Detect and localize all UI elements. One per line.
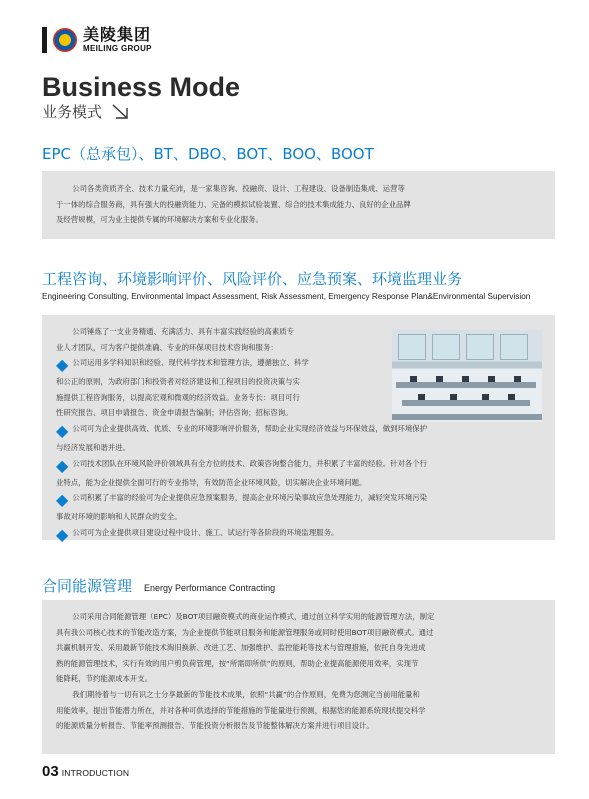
energy-para-line: 公司采用合同能源管理（EPC）及BOT项目融资模式的商业运作模式，通过创立科学实用的能源管理方法，制定	[72, 612, 435, 621]
consulting-bullet	[56, 525, 541, 544]
photo-monitor	[514, 376, 521, 382]
energy-para-line: 的能源质量分析报告、节能率预测报告、节能投资分析报告及节能整体解决方案并进行项目设计。	[56, 721, 374, 731]
section-epc-title: EPC（总承包）、BT、DBO、BOT、BOO、BOOT	[42, 145, 374, 163]
office-photo	[392, 330, 542, 422]
consulting-bullet-line: 和公正的原则，为政府部门和投资者对经济建设和工程项目的投资决策与实	[56, 377, 300, 387]
energy-para-line: 能降耗，节约能源成本开支。	[56, 674, 153, 684]
section-consulting-title: 工程咨询、环境影响评价、风险评价、应急预案、环境监理业务	[42, 270, 463, 288]
consulting-bullet	[56, 456, 541, 475]
consulting-bullet-line: 事故对环境的影响和人民群众的安全。	[56, 512, 182, 522]
logo-bar	[42, 27, 47, 53]
company-logo	[42, 26, 152, 54]
photo-window	[466, 334, 494, 360]
energy-para-line: 具有我公司核心技术的节能改造方案，为企业提供节能项目服务和能源管理服务或同时使用BOT项目融资模式。通过	[56, 627, 434, 637]
section-energy-title-en: Energy Performance Contracting	[144, 583, 276, 593]
photo-monitor	[450, 394, 457, 400]
consulting-bullet-line: 公司积累了丰富的经验可为企业提供应急预案服务，提高企业环境污染事故应急处理能力，减轻突发环境污染	[72, 493, 428, 503]
consulting-bullet-line: 业特点，能为企业提供全面可行的专业指导，有效防范企业环境风险，切实解决企业环境问题。	[56, 477, 367, 487]
photo-monitor	[508, 394, 515, 400]
consulting-bullet-line: 公司可为企业提供高效、优质、专业的环境影响评价服务，帮助企业实现经济效益与环保效益，做到环境保护	[72, 423, 428, 433]
diamond-bullet-icon: ◆	[56, 455, 69, 475]
consulting-bullet-line: 与经济发展和谐并进。	[56, 442, 130, 452]
photo-window	[432, 334, 460, 360]
diamond-bullet-icon: ◆	[56, 490, 69, 510]
photo-window	[500, 334, 528, 360]
consulting-bullet-line: 公司可为企业提供项目建设过程中设计、施工、试运行等各阶段的环境监理服务。	[72, 527, 339, 537]
diamond-bullet-icon: ◆	[56, 420, 69, 440]
logo-name-cn: 美陵集团	[83, 25, 152, 44]
page-subtitle-text: 业务模式	[42, 103, 103, 121]
consulting-bullet-line: 施提供工程咨询服务，以提高宏观和微观的经济效益。业务专长：项目可行	[56, 392, 300, 402]
section-epc-line: 及经营规模，可为业主提供专属的环境解决方案和专业化服务。	[56, 215, 263, 225]
energy-para-line: 熟的能源管理技术，实行有效的用户剪负荷管理，按“所需即所供”的原则，帮助企业提高能源使用效率，实现节	[56, 658, 419, 668]
consulting-intro-line: 业人才团队，可为客户提供准确、专业的环保项目技术咨询和服务：	[56, 342, 278, 352]
diamond-bullet-icon: ◆	[56, 355, 69, 375]
section-energy-title-cn: 合同能源管理	[42, 577, 133, 595]
page-number: 03	[42, 763, 59, 780]
photo-monitor	[488, 376, 495, 382]
photo-monitor	[418, 394, 425, 400]
photo-monitor	[410, 376, 417, 382]
photo-desk	[402, 400, 530, 406]
logo-text	[83, 27, 152, 53]
photo-desk	[392, 414, 542, 420]
photo-monitor	[462, 376, 469, 382]
consulting-bullet-line: 性研究报告、项目申请报告、资金申请报告编制；评估咨询；招标咨询。	[56, 408, 293, 418]
photo-desk	[396, 382, 536, 388]
section-consulting-title-en: Engineering Consulting, Environmental Impact Assessment, Risk Assessment, Emergency Response Plan&Environmental Supervision	[42, 292, 531, 301]
section-epc-line: 于一体的综合服务商，具有强大的投融资能力、完备的模拟试验装置、综合的技术集成能力、良好的企业品牌	[56, 199, 411, 209]
photo-monitor	[482, 394, 489, 400]
section-energy-box	[42, 600, 555, 754]
consulting-bullet	[56, 421, 541, 440]
diagonal-arrow-icon	[110, 103, 132, 121]
energy-para-line: 共赢机制开发、采用最新节能技术淘旧换新、改进工艺、加强维护、监控能耗等技术与管理措施，依托自身先进成	[56, 643, 426, 653]
meiling-emblem-icon	[53, 28, 77, 52]
section-epc-box	[42, 171, 555, 239]
consulting-bullet-line: 公司技术团队在环境风险评价领域具有全方位的技术、政策咨询整合能力，并积累了丰富的经验。针对各个行	[72, 458, 428, 468]
consulting-intro-column	[56, 324, 394, 421]
energy-para-line: 我们期待着与一切有识之士分享最新的节能技术成果，依照“共赢”的合作原则，免费为您测定当前用能量和	[72, 689, 420, 699]
consulting-intro-line: 公司锤炼了一支业务精通、充满活力、具有丰富实践经验的高素质专	[72, 327, 294, 336]
consulting-bullet-line: 公司运用多学科知识和经验、现代科学技术和管理方法，遵循独立、科学	[72, 358, 309, 368]
section-energy-title	[42, 575, 275, 596]
consulting-bullet	[56, 490, 541, 509]
page-footer	[42, 763, 129, 780]
diamond-bullet-icon: ◆	[56, 524, 69, 544]
page-section-label: INTRODUCTION	[61, 768, 130, 778]
section-epc-line: 公司各类资质齐全、技术力量充沛，是一家集咨询、投融资、设计、工程建设、设备制造集成、运营等	[72, 184, 405, 193]
energy-para-line: 用能效率，提出节能潜力所在，并对各种可供选择的节能措施的节能量进行预测，根据您的能源系统现状提交科学	[56, 705, 426, 715]
consulting-bullet	[56, 355, 394, 374]
photo-window	[398, 334, 426, 360]
page-subtitle	[42, 101, 132, 122]
logo-name-en: MEILING GROUP	[83, 44, 152, 53]
photo-monitor	[436, 376, 443, 382]
page-title: Business Mode	[42, 72, 241, 102]
